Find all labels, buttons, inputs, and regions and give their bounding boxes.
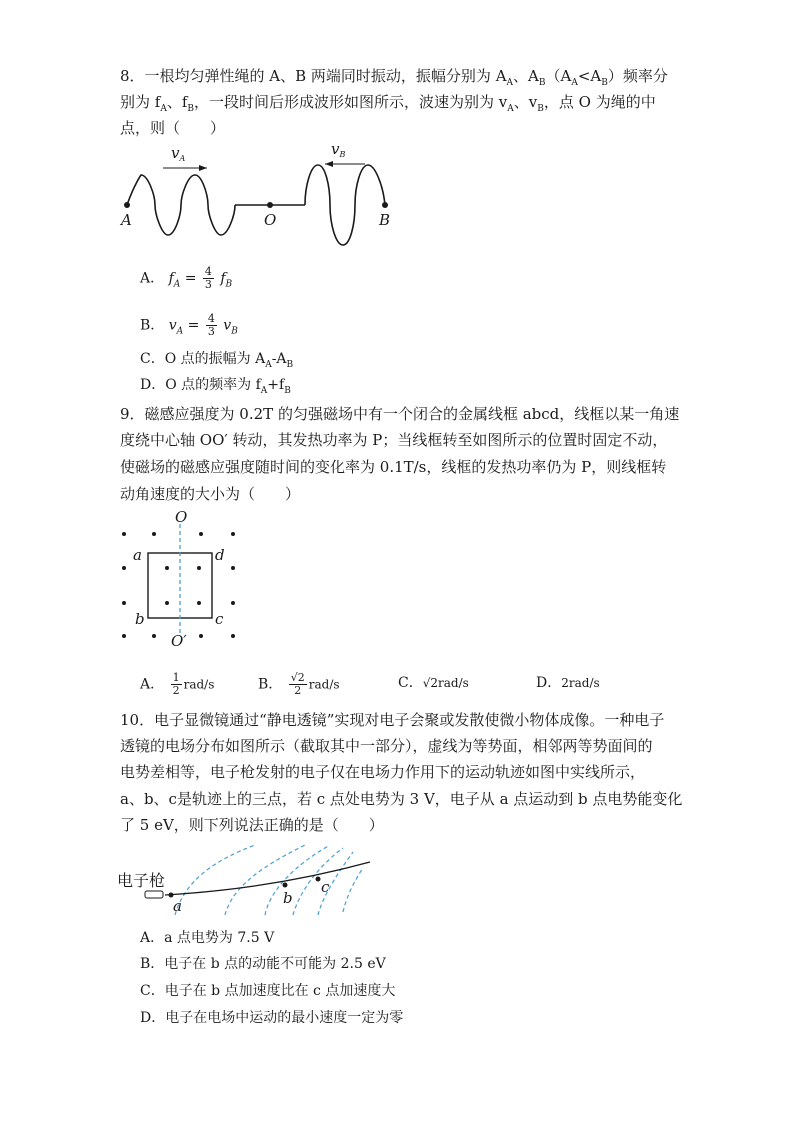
electron-gun-icon <box>145 891 163 898</box>
velocity-arrow-A <box>163 144 207 171</box>
q9-line-3: 使磁场的磁感应强度随时间的变化率为 0.1T/s，线框的发热功率仍为 P，则线框转 <box>120 458 667 476</box>
fraction: $\frac{4}{3}$ <box>204 265 212 291</box>
q9-line-2: 度绕中心轴 OO′ 转动，其发热功率为 P；当线框转至如图所示的位置时固定不动， <box>120 431 668 449</box>
q9-option-D[interactable]: D．2rad/s <box>536 675 600 691</box>
svg-text:O′: O′ <box>171 632 187 650</box>
q10-option-A[interactable]: A．a 点电势为 7.5 V <box>140 930 275 946</box>
q8-option-D[interactable]: D．O 点的频率为 $f_A+f_B$ <box>140 377 291 396</box>
svg-text:O: O <box>175 508 188 526</box>
q9-line-1: 9．磁感应强度为 0.2T 的匀强磁场中有一个闭合的金属线框 abcd，线框以某一角速 <box>120 405 680 423</box>
fraction: $\frac{4}{3}$ <box>207 312 215 338</box>
svg-text:a: a <box>133 546 142 564</box>
point-A <box>124 202 130 208</box>
fraction: $\frac{1}{2}$ <box>172 671 180 697</box>
q9-option-A[interactable]: A． $\frac{1}{2}$ rad/s <box>140 671 215 697</box>
svg-text:b: b <box>283 889 293 907</box>
fraction: $\frac{√2}{2}$ <box>290 671 305 697</box>
q9-option-C[interactable]: C．√2rad/s <box>398 675 469 691</box>
wave-A <box>127 175 235 235</box>
svg-text:a: a <box>173 897 182 915</box>
q9-line-4: 动角速度的大小为（ ） <box>120 485 301 503</box>
svg-text:c: c <box>215 610 224 628</box>
svg-text:d: d <box>215 546 225 564</box>
point-O <box>267 202 273 208</box>
q8-option-B[interactable]: B． $v_A$ = $\frac{4}{3}$ $v_B$ <box>140 312 238 338</box>
q9-frame-figure <box>115 510 245 650</box>
q9-option-B[interactable]: B． $\frac{√2}{2}$ rad/s <box>258 671 340 697</box>
q8-option-C[interactable]: C．O 点的振幅为 $A_A-A_B$ <box>140 351 294 370</box>
q10-option-C[interactable]: C．电子在 b 点加速度比在 c 点加速度大 <box>140 983 396 999</box>
svg-text:c: c <box>321 878 330 896</box>
q8-option-A[interactable]: A． $f_A$ = $\frac{4}{3}$ $f_B$ <box>140 265 233 291</box>
label-B: B <box>379 211 391 229</box>
q10-electron-lens-figure <box>115 840 375 920</box>
q10-line-3: 电势差相等，电子枪发射的电子仅在电场力作用下的运动轨迹如图中实线所示， <box>120 763 646 781</box>
svg-text:vB: $v_B$ <box>331 140 346 159</box>
q10-line-1: 10．电子显微镜通过“静电透镜”实现对电子会聚或发散使微小物体成像。一种电子 <box>120 711 665 729</box>
q8-line-1: 8．一根均匀弹性绳的 A、B 两端同时振动，振幅分别为 $A_A$、$A_B(A_A<A_B)$频率分 <box>120 67 668 88</box>
q10-line-4: a、b、c是轨迹上的三点，若 c 点处电势为 3 V，电子从 a 点运动到 b 点电势能变化 <box>120 790 683 808</box>
svg-text:vA: $v_A$ <box>171 144 186 163</box>
q8-line-2: 别为 $f_A$、$f_B$，一段时间后形成波形如图所示，波速为别为 $v_A$、$v_B$，点 O 为绳的中 <box>120 93 656 114</box>
point-B <box>382 202 388 208</box>
gun-label: 电子枪 <box>117 871 166 890</box>
q8-wave-figure <box>115 140 405 250</box>
wave-B <box>305 165 385 245</box>
q10-line-5: 了 5 eV，则下列说法正确的是（ ） <box>120 816 384 834</box>
q10-option-D[interactable]: D．电子在电场中运动的最小速度一定为零 <box>140 1010 404 1026</box>
electron-trajectory <box>165 862 370 895</box>
label-A: A <box>121 211 132 229</box>
label-O: O <box>264 211 277 229</box>
svg-text:b: b <box>135 610 145 628</box>
q10-line-2: 透镜的电场分布如图所示（截取其中一部分），虚线为等势面，相邻两等势面间的 <box>120 737 653 755</box>
q10-option-B[interactable]: B．电子在 b 点的动能不可能为 2.5 eV <box>140 956 386 972</box>
equipotential-lines <box>175 845 363 915</box>
q8-line-3: 点，则（ ） <box>120 119 226 137</box>
velocity-arrow-B <box>325 140 365 167</box>
